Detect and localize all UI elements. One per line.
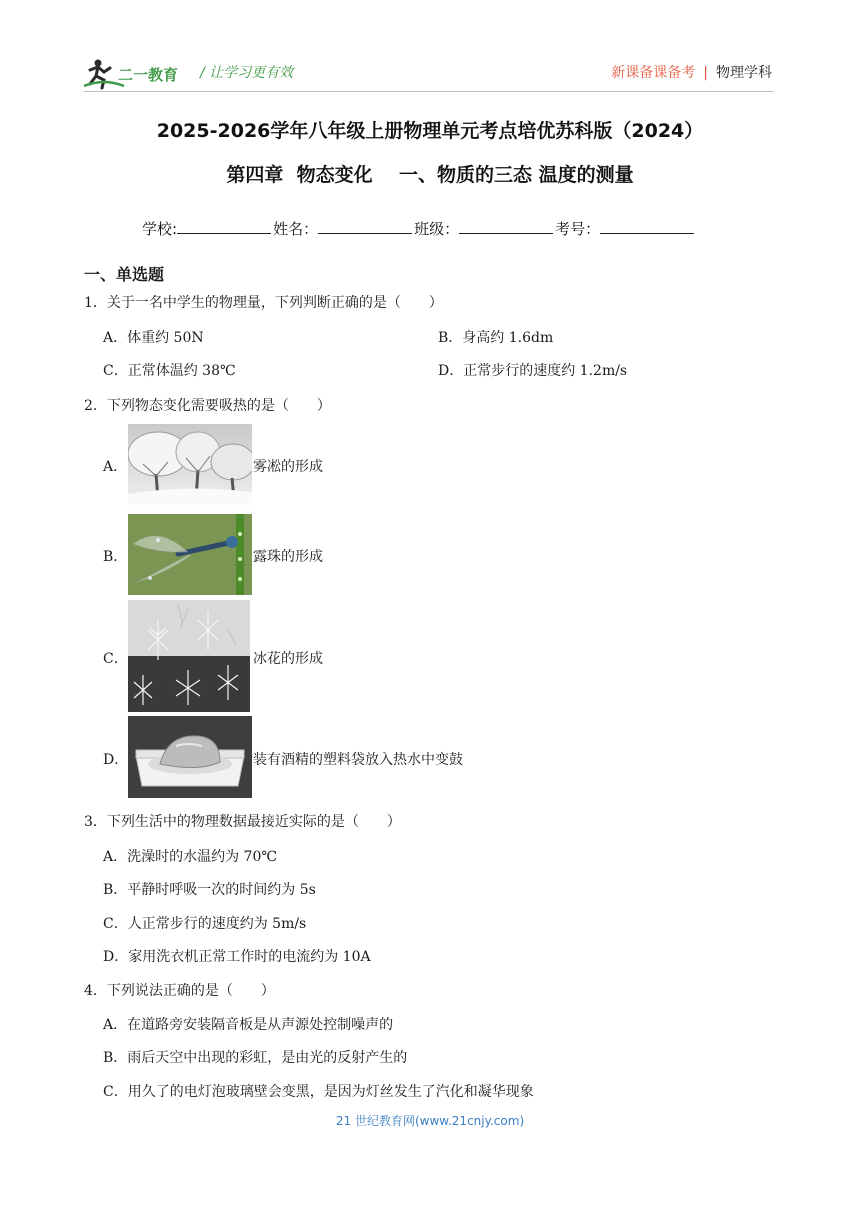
question-1-stem: 1．关于一名中学生的物理量，下列判断正确的是（ ） [84,295,443,311]
q3-option-a[interactable]: A．洗澡时的水温约为 70℃ [103,849,278,865]
footer-source: 21 世纪教育网(www.21cnjy.com) [335,1114,525,1128]
q2-option-d[interactable]: D． [103,752,129,768]
header-subject: 物理学科 [716,65,772,81]
question-2-stem: 2．下列物态变化需要吸热的是（ ） [84,398,331,414]
name-label: 姓名： [273,220,319,238]
question-3-stem: 3．下列生活中的物理数据最接近实际的是（ ） [84,814,401,830]
q2-option-a[interactable]: A． [103,459,128,475]
q2-option-c[interactable]: C． [103,651,128,667]
question-4-stem: 4．下列说法正确的是（ ） [84,983,275,999]
class-field[interactable] [459,219,553,234]
page-title: 2025-2026学年八年级上册物理单元考点培优苏科版（2024） [156,120,704,142]
number-label: 考号： [555,220,601,238]
section-title: 一、单选题 [84,265,165,284]
runner-icon [84,56,194,92]
student-info-row [142,218,696,239]
q1-option-d[interactable]: D．正常步行的速度约 1.2m/s [438,363,628,379]
number-field[interactable] [600,219,694,234]
q1-option-c[interactable]: C．正常体温约 38℃ [103,363,236,379]
q2-caption-a: 雾凇的形成 [253,459,323,475]
q3-option-c[interactable]: C．人正常步行的速度约为 5m/s [103,916,307,932]
chapter-title: 第四章 物态变化 一、物质的三态 温度的测量 [226,164,634,186]
logo-text: 二一教育 [118,66,179,84]
q2-caption-b: 露珠的形成 [253,549,323,565]
q4-option-c[interactable]: C．用久了的电灯泡玻璃壁会变黑，是因为灯丝发生了汽化和凝华现象 [103,1084,534,1100]
q4-option-b[interactable]: B．雨后天空中出现的彩虹，是由光的反射产生的 [103,1050,408,1066]
q2-option-b[interactable]: B． [103,549,128,565]
plastic-bag-photo [128,716,252,798]
header-tag: 新课备课备考 [611,65,696,81]
dew-dragonfly-photo [128,514,252,595]
school-field[interactable] [177,219,271,234]
logo [84,56,194,92]
ice-flower-photo [128,600,250,712]
q4-option-a[interactable]: A．在道路旁安装隔音板是从声源处控制噪声的 [103,1017,394,1033]
q2-caption-d: 装有酒精的塑料袋放入热水中变鼓 [253,752,463,768]
q3-option-b[interactable]: B．平静时呼吸一次的时间约为 5s [103,882,316,898]
class-label: 班级： [414,220,460,238]
name-field[interactable] [318,219,412,234]
rime-photo [128,424,252,505]
header-right [611,62,772,82]
header-divider [84,91,774,92]
slogan: / 让学习更有效 [200,65,294,81]
q1-option-a[interactable]: A．体重约 50N [103,330,204,346]
q3-option-d[interactable]: D．家用洗衣机正常工作时的电流约为 10A [103,949,371,965]
header-separator: | [703,65,708,81]
q1-option-b[interactable]: B．身高约 1.6dm [438,330,554,346]
school-label: 学校: [142,220,178,238]
q2-caption-c: 冰花的形成 [253,651,323,667]
